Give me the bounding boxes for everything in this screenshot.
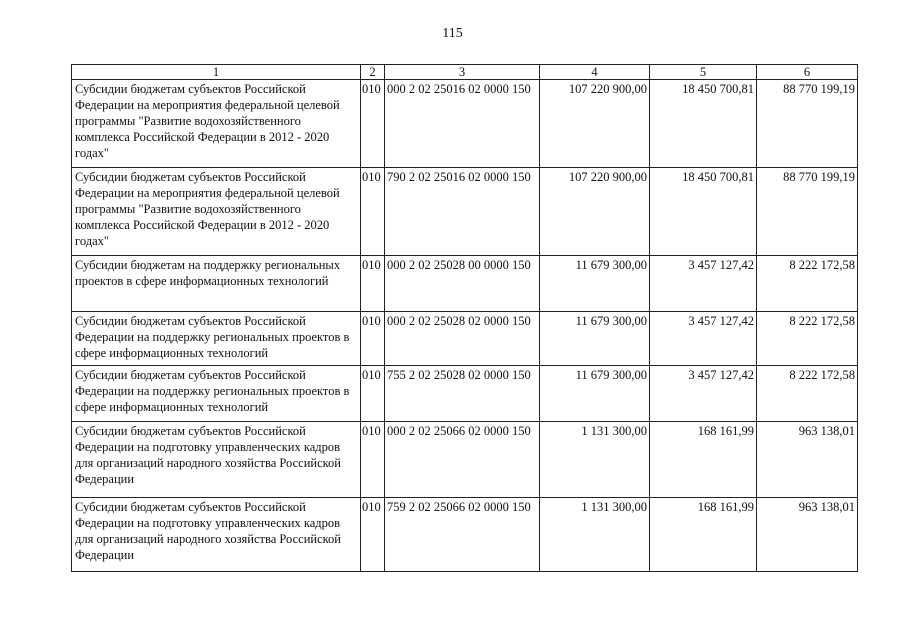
- planned-amount: 107 220 900,00: [540, 168, 650, 256]
- remaining-amount: 8 222 172,58: [757, 366, 858, 422]
- column-header: 6: [757, 65, 858, 80]
- executed-amount: 3 457 127,42: [650, 366, 757, 422]
- remaining-amount: 88 770 199,19: [757, 80, 858, 168]
- table-row: [72, 366, 858, 422]
- executed-amount: 3 457 127,42: [650, 256, 757, 312]
- remaining-amount: 963 138,01: [757, 422, 858, 498]
- column-header: 2: [361, 65, 385, 80]
- page-number: 115: [442, 26, 463, 41]
- planned-amount: 11 679 300,00: [540, 366, 650, 422]
- budget-code: 000 2 02 25028 02 0000 150: [385, 312, 540, 366]
- executed-amount: 168 161,99: [650, 498, 757, 572]
- table-row: [72, 312, 858, 366]
- column-header: 4: [540, 65, 650, 80]
- row-name: Субсидии бюджетам субъектов Российской Федерации на подготовку управленческих кадров для организаций народного хозяйства Российской Федерации: [72, 422, 361, 498]
- admin-code: 010: [361, 498, 385, 572]
- budget-table: [71, 64, 858, 572]
- admin-code: 010: [361, 312, 385, 366]
- row-name: Субсидии бюджетам субъектов Российской Федерации на поддержку региональных проектов в сфере информационных технологий: [72, 312, 361, 366]
- budget-code: 759 2 02 25066 02 0000 150: [385, 498, 540, 572]
- planned-amount: 107 220 900,00: [540, 80, 650, 168]
- table-header-row: [72, 65, 858, 80]
- planned-amount: 1 131 300,00: [540, 498, 650, 572]
- remaining-amount: 8 222 172,58: [757, 312, 858, 366]
- admin-code: 010: [361, 256, 385, 312]
- executed-amount: 168 161,99: [650, 422, 757, 498]
- row-name: Субсидии бюджетам на поддержку региональных проектов в сфере информационных технологий: [72, 256, 361, 312]
- admin-code: 010: [361, 168, 385, 256]
- row-name: Субсидии бюджетам субъектов Российской Федерации на мероприятия федеральной целевой программы "Развитие водохозяйственного комплекса Российской Федерации в 2012 - 2020 годах": [72, 80, 361, 168]
- planned-amount: 11 679 300,00: [540, 256, 650, 312]
- row-name: Субсидии бюджетам субъектов Российской Федерации на подготовку управленческих кадров для организаций народного хозяйства Российской Федерации: [72, 498, 361, 572]
- remaining-amount: 88 770 199,19: [757, 168, 858, 256]
- column-header: 3: [385, 65, 540, 80]
- budget-code: 000 2 02 25066 02 0000 150: [385, 422, 540, 498]
- executed-amount: 18 450 700,81: [650, 168, 757, 256]
- planned-amount: 1 131 300,00: [540, 422, 650, 498]
- budget-code: 755 2 02 25028 02 0000 150: [385, 366, 540, 422]
- budget-code: 790 2 02 25016 02 0000 150: [385, 168, 540, 256]
- budget-code: 000 2 02 25028 00 0000 150: [385, 256, 540, 312]
- table-row: [72, 168, 858, 256]
- executed-amount: 18 450 700,81: [650, 80, 757, 168]
- row-name: Субсидии бюджетам субъектов Российской Федерации на поддержку региональных проектов в сфере информационных технологий: [72, 366, 361, 422]
- column-header: 5: [650, 65, 757, 80]
- admin-code: 010: [361, 80, 385, 168]
- remaining-amount: 8 222 172,58: [757, 256, 858, 312]
- budget-code: 000 2 02 25016 02 0000 150: [385, 80, 540, 168]
- admin-code: 010: [361, 422, 385, 498]
- planned-amount: 11 679 300,00: [540, 312, 650, 366]
- column-header: 1: [72, 65, 361, 80]
- table-row: [72, 256, 858, 312]
- table-row: [72, 80, 858, 168]
- row-name: Субсидии бюджетам субъектов Российской Федерации на мероприятия федеральной целевой программы "Развитие водохозяйственного комплекса Российской Федерации в 2012 - 2020 годах": [72, 168, 361, 256]
- table-row: [72, 498, 858, 572]
- executed-amount: 3 457 127,42: [650, 312, 757, 366]
- table-row: [72, 422, 858, 498]
- remaining-amount: 963 138,01: [757, 498, 858, 572]
- admin-code: 010: [361, 366, 385, 422]
